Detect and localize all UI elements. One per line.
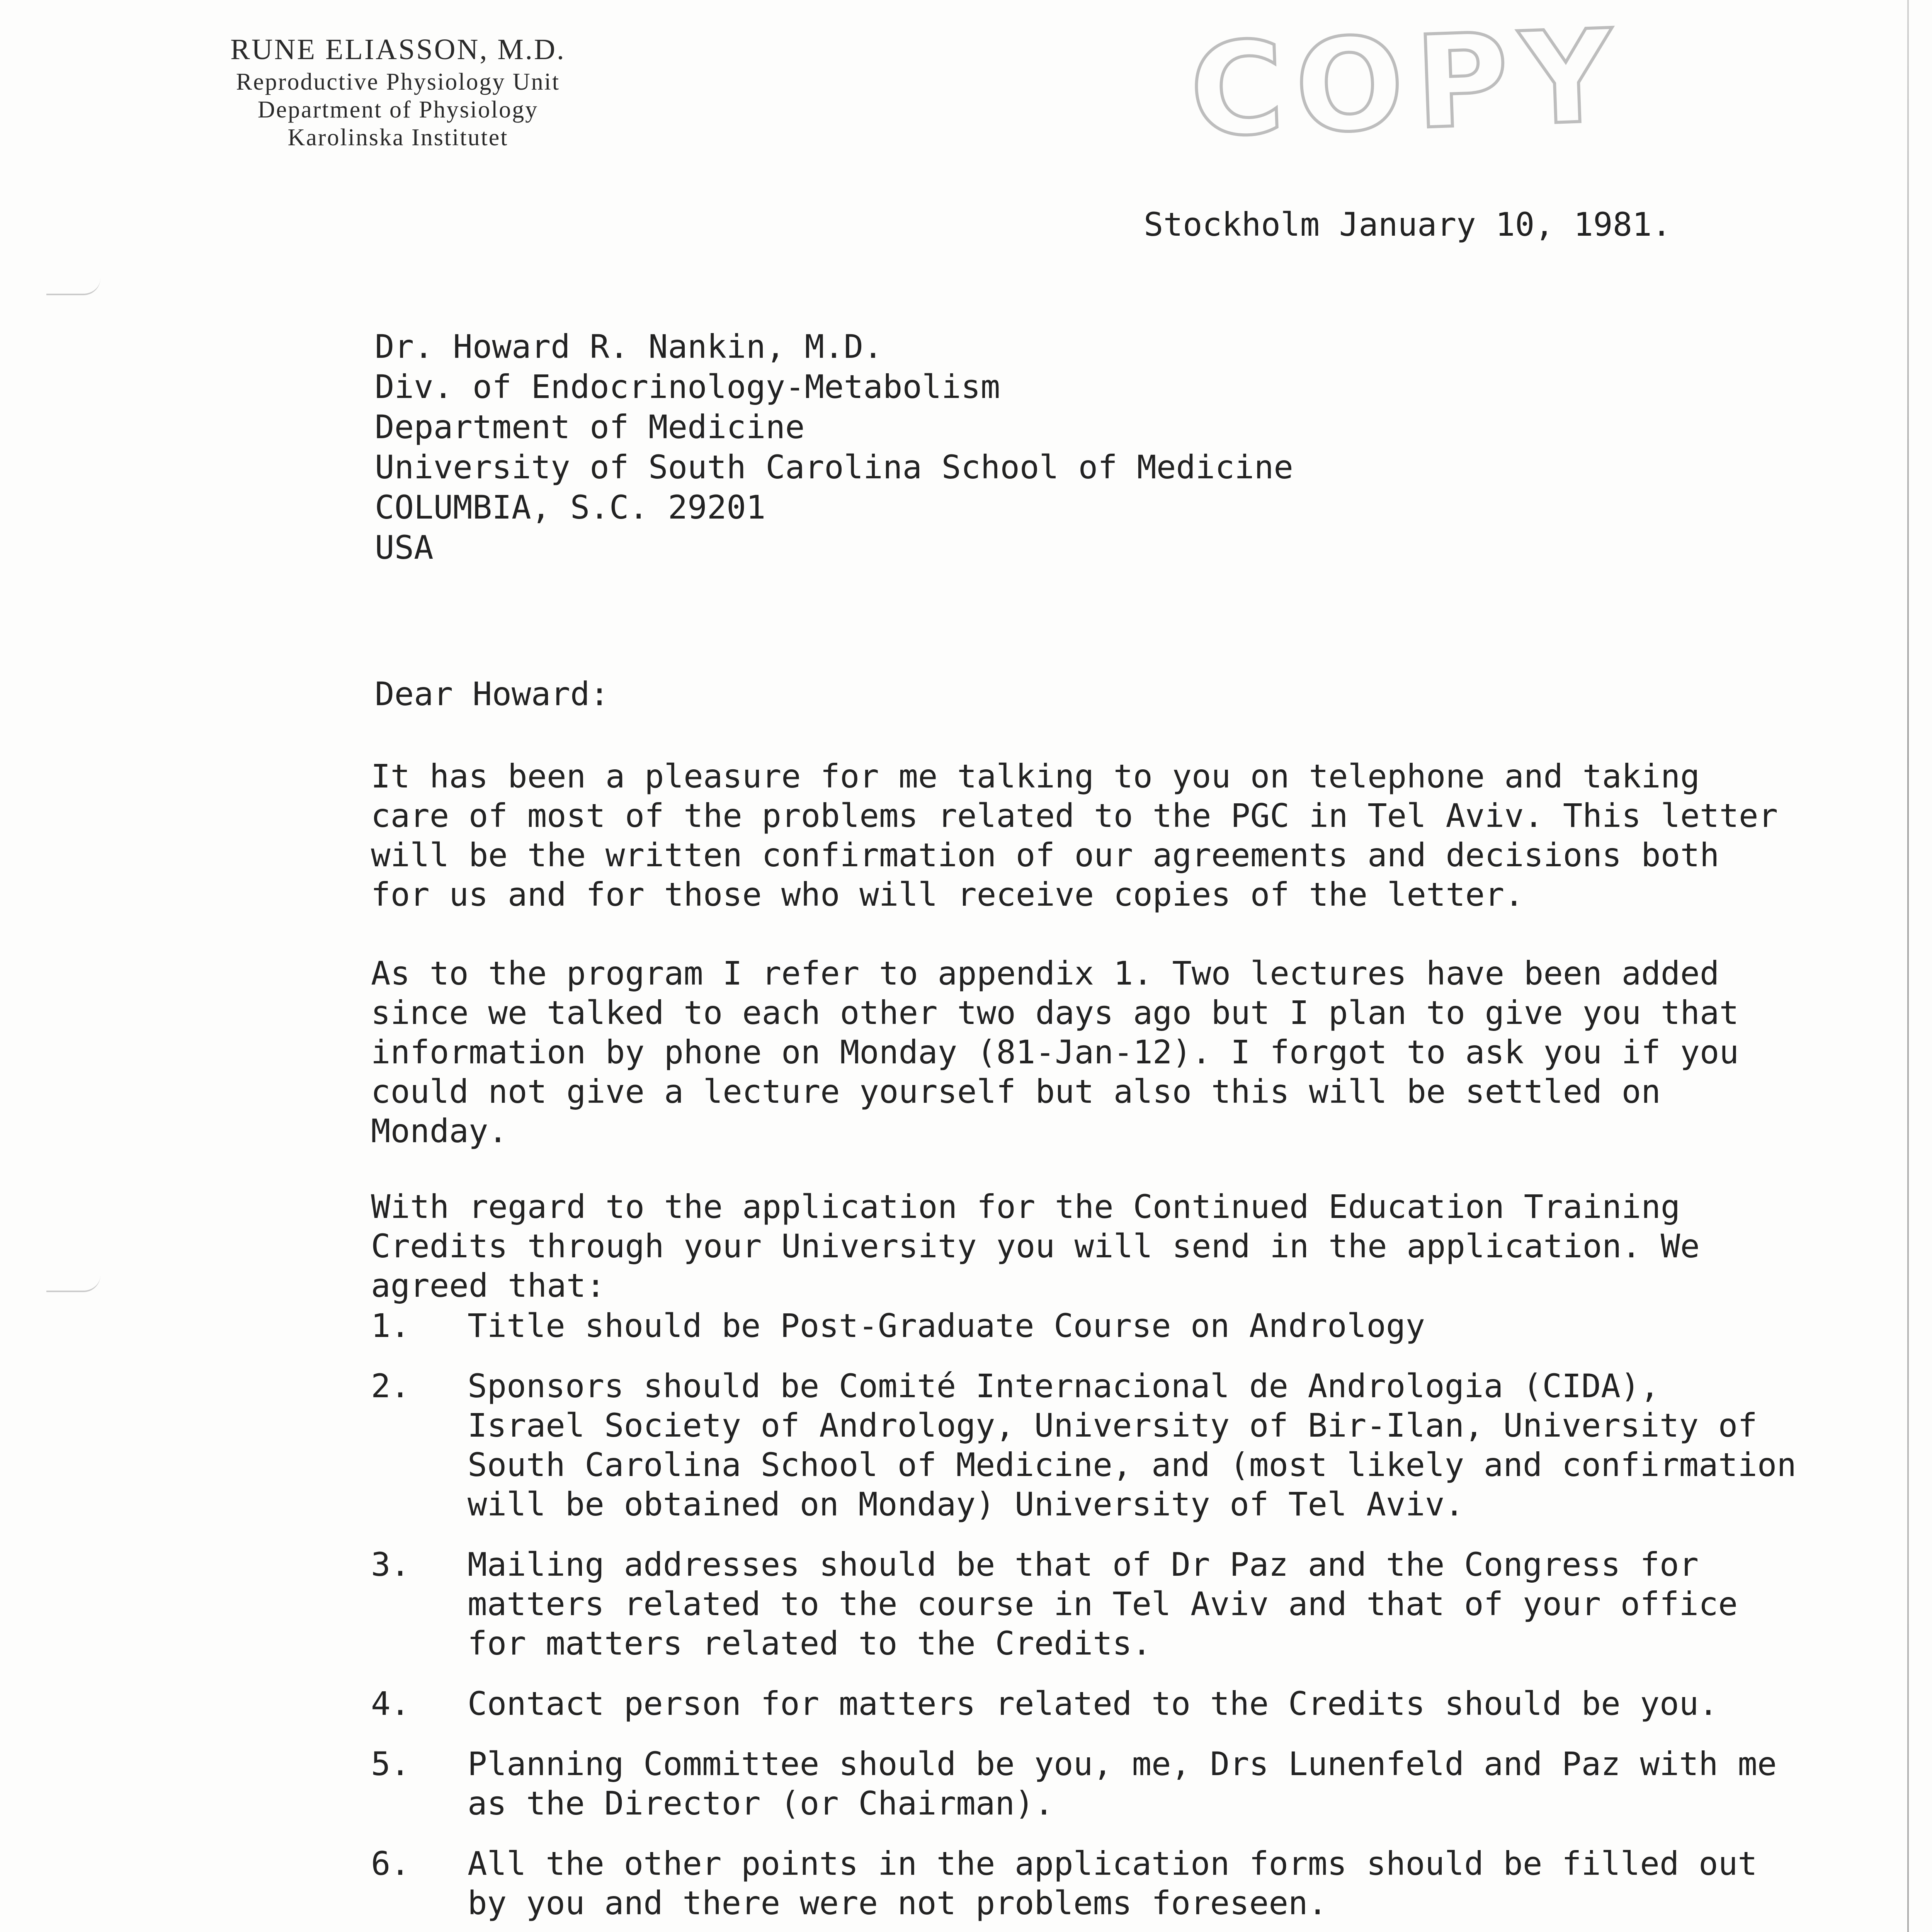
copy-stamp: COPY: [1187, 2, 1627, 165]
paragraph-line: since we talked to each other two days ago but I plan to give you that: [371, 994, 1739, 1032]
agreement-line: will be obtained on Monday) University of Tel Aviv.: [468, 1485, 1464, 1523]
agreement-line: for matters related to the Credits.: [468, 1624, 1152, 1662]
paragraph-line: will be the written confirmation of our agreements and decisions both: [371, 836, 1719, 874]
agreement-number: 2.: [371, 1367, 410, 1405]
agreement-item: [371, 1545, 1878, 1663]
agreement-item: [371, 1366, 1878, 1524]
paragraph-line: care of most of the problems related to the PGC in Tel Aviv. This letter: [371, 797, 1778, 835]
recipient-line: COLUMBIA, S.C. 29201: [375, 488, 766, 526]
agreement-number: 6.: [371, 1845, 410, 1883]
scan-hole-mark: [46, 1275, 100, 1292]
paragraph-line: Monday.: [371, 1112, 508, 1150]
agreement-line: Mailing addresses should be that of Dr Paz and the Congress for: [468, 1546, 1699, 1583]
letterhead-unit: Reproductive Physiology Unit: [236, 69, 560, 95]
recipient-address: [375, 327, 1293, 568]
agreement-item: [371, 1684, 1878, 1723]
agreement-line: Title should be Post-Graduate Course on Andrology: [468, 1307, 1425, 1345]
agreement-item: [371, 1744, 1878, 1823]
recipient-line: Dr. Howard R. Nankin, M.D.: [375, 328, 883, 366]
paragraph-line: Credits through your University you will send in the application. We: [371, 1227, 1700, 1265]
agreement-item: [371, 1844, 1878, 1923]
agreement-line: Israel Society of Andrology, University of Bir-Ilan, University of: [468, 1406, 1757, 1444]
letterhead: [147, 31, 649, 151]
paragraph-credits: [371, 1187, 1700, 1305]
paragraph-line: As to the program I refer to appendix 1. Two lectures have been added: [371, 954, 1719, 992]
recipient-line: USA: [375, 529, 434, 566]
paragraph-line: for us and for those who will receive copies of the letter.: [371, 876, 1524, 913]
letterhead-institute: Karolinska Institutet: [287, 124, 509, 151]
agreement-line: by you and there were not problems foreseen.: [468, 1884, 1328, 1922]
paragraph-line: could not give a lecture yourself but also this will be settled on: [371, 1073, 1661, 1111]
paragraph-program: [371, 954, 1739, 1151]
agreement-line: matters related to the course in Tel Aviv and that of your office: [468, 1585, 1738, 1623]
paragraph-intro: [371, 757, 1778, 914]
agreement-number: 4.: [371, 1685, 410, 1723]
recipient-line: Department of Medicine: [375, 408, 805, 446]
agreement-number: 5.: [371, 1745, 410, 1783]
agreement-line: Contact person for matters related to the Credits should be you.: [468, 1685, 1718, 1723]
letter-date: Stockholm January 10, 1981.: [1144, 206, 1672, 243]
agreement-number: 1.: [371, 1307, 410, 1345]
paragraph-line: It has been a pleasure for me talking to you on telephone and taking: [371, 757, 1700, 795]
agreement-line: Planning Committee should be you, me, Drs Lunenfeld and Paz with me: [468, 1745, 1777, 1783]
agreement-line: Sponsors should be Comité Internacional de Andrologia (CIDA),: [468, 1367, 1660, 1405]
recipient-line: Div. of Endocrinology-Metabolism: [375, 368, 1000, 406]
paragraph-line: agreed that:: [371, 1267, 605, 1304]
letterhead-department: Department of Physiology: [257, 97, 539, 123]
scan-hole-mark: [46, 278, 100, 295]
paragraph-line: information by phone on Monday (81-Jan-12). I forgot to ask you if you: [371, 1033, 1739, 1071]
letterhead-name: RUNE ELIASSON, M.D.: [230, 33, 566, 66]
agreement-item: [371, 1306, 1878, 1345]
agreement-number: 3.: [371, 1546, 410, 1583]
paragraph-line: With regard to the application for the Continued Education Training: [371, 1188, 1680, 1226]
agreement-line: South Carolina School of Medicine, and (most likely and confirmation: [468, 1446, 1796, 1484]
agreement-line: as the Director (or Chairman).: [468, 1784, 1054, 1822]
salutation: Dear Howard:: [375, 675, 609, 713]
recipient-line: University of South Carolina School of Medicine: [375, 448, 1293, 486]
scan-edge-shadow: [1907, 0, 1909, 1932]
agreement-line: All the other points in the application forms should be filled out: [468, 1845, 1757, 1883]
agreement-list: [371, 1306, 1878, 1932]
